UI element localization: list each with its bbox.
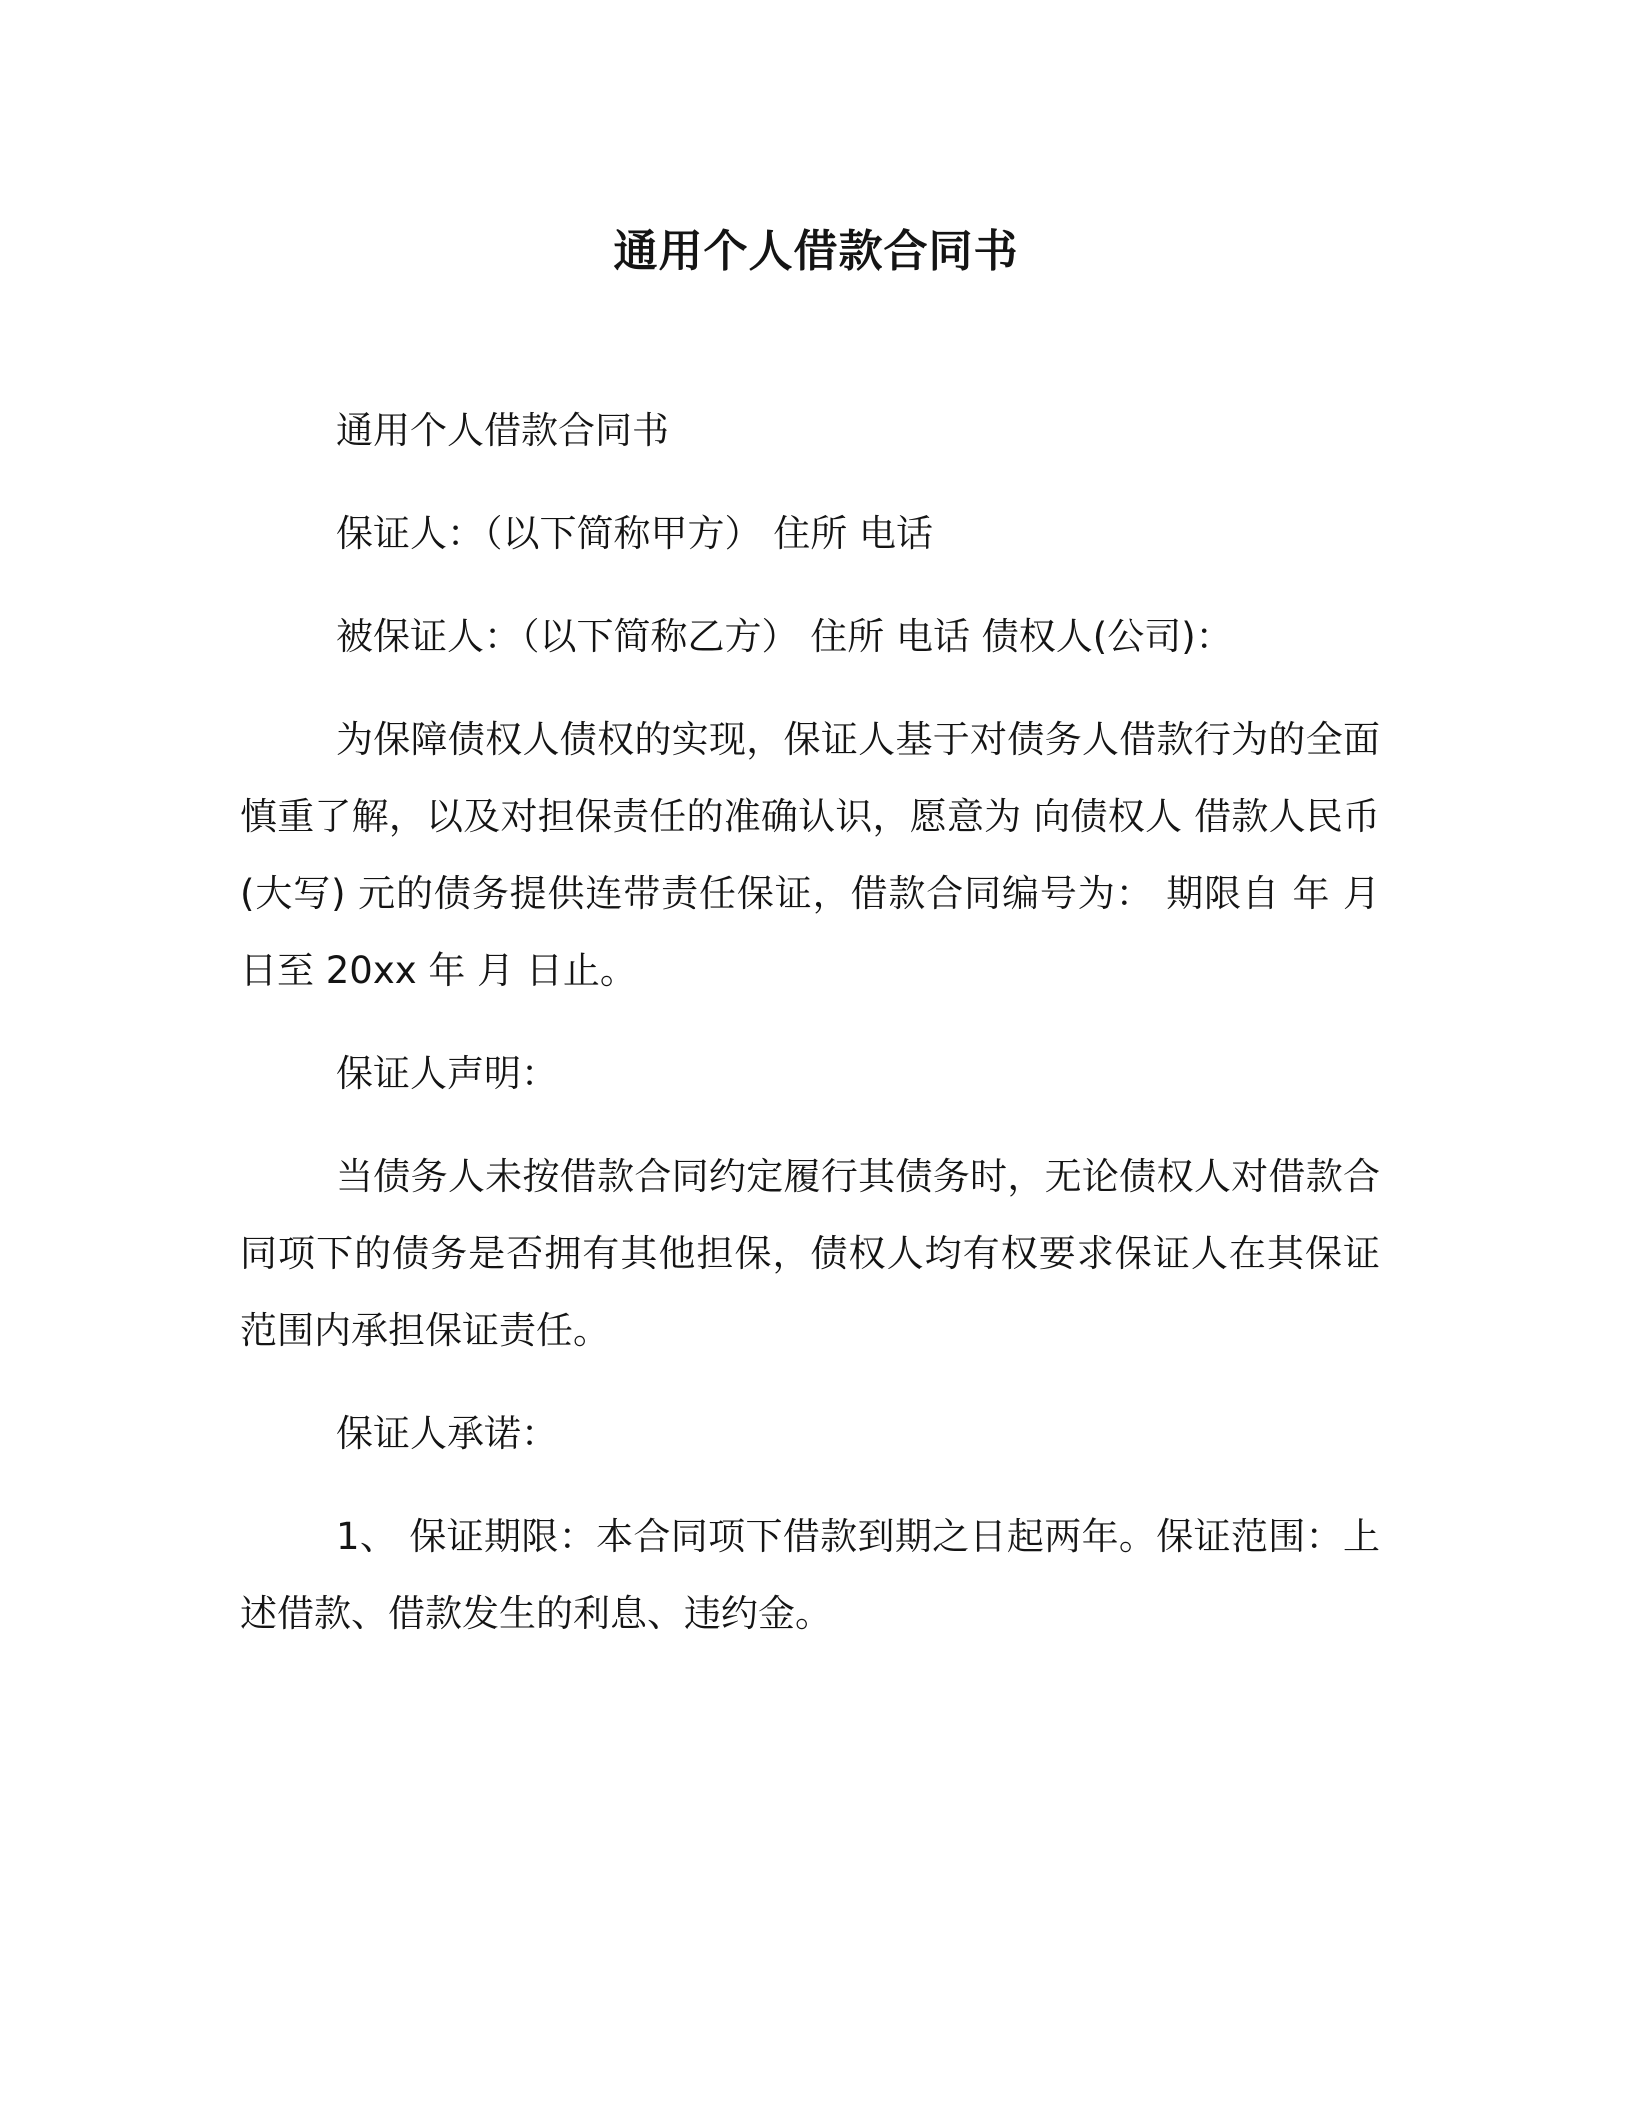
paragraph-purpose: 为保障债权人债权的实现，保证人基于对债务人借款行为的全面慎重了解，以及对担保责任的准确认识，愿意为 向债权人 借款人民币(大写) 元的债务提供连带责任保证，借款合同编号为： 期限自 年 月 日至 20xx 年 月 日止。 bbox=[240, 718, 1380, 992]
paragraph-guaranteed-party: 被保证人：（以下简称乙方） 住所 电话 债权人(公司)： bbox=[336, 615, 1233, 658]
paragraph-commitment-1: 1、 保证期限：本合同项下借款到期之日起两年。保证范围：上述借款、借款发生的利息、违约金。 bbox=[240, 1515, 1380, 1635]
paragraph-heading: 通用个人借款合同书 bbox=[336, 409, 669, 452]
paragraph-commitment-heading: 保证人承诺： bbox=[336, 1412, 558, 1455]
paragraph-declaration: 当债务人未按借款合同约定履行其债务时，无论债权人对借款合同项下的债务是否拥有其他担保，债权人均有权要求保证人在其保证范围内承担保证责任。 bbox=[240, 1155, 1380, 1352]
document-body bbox=[240, 392, 1380, 1678]
paragraph-declaration-heading: 保证人声明： bbox=[336, 1052, 558, 1095]
paragraph-guarantor: 保证人：（以下简称甲方） 住所 电话 bbox=[336, 512, 934, 555]
document-title: 通用个人借款合同书 bbox=[613, 226, 1019, 277]
